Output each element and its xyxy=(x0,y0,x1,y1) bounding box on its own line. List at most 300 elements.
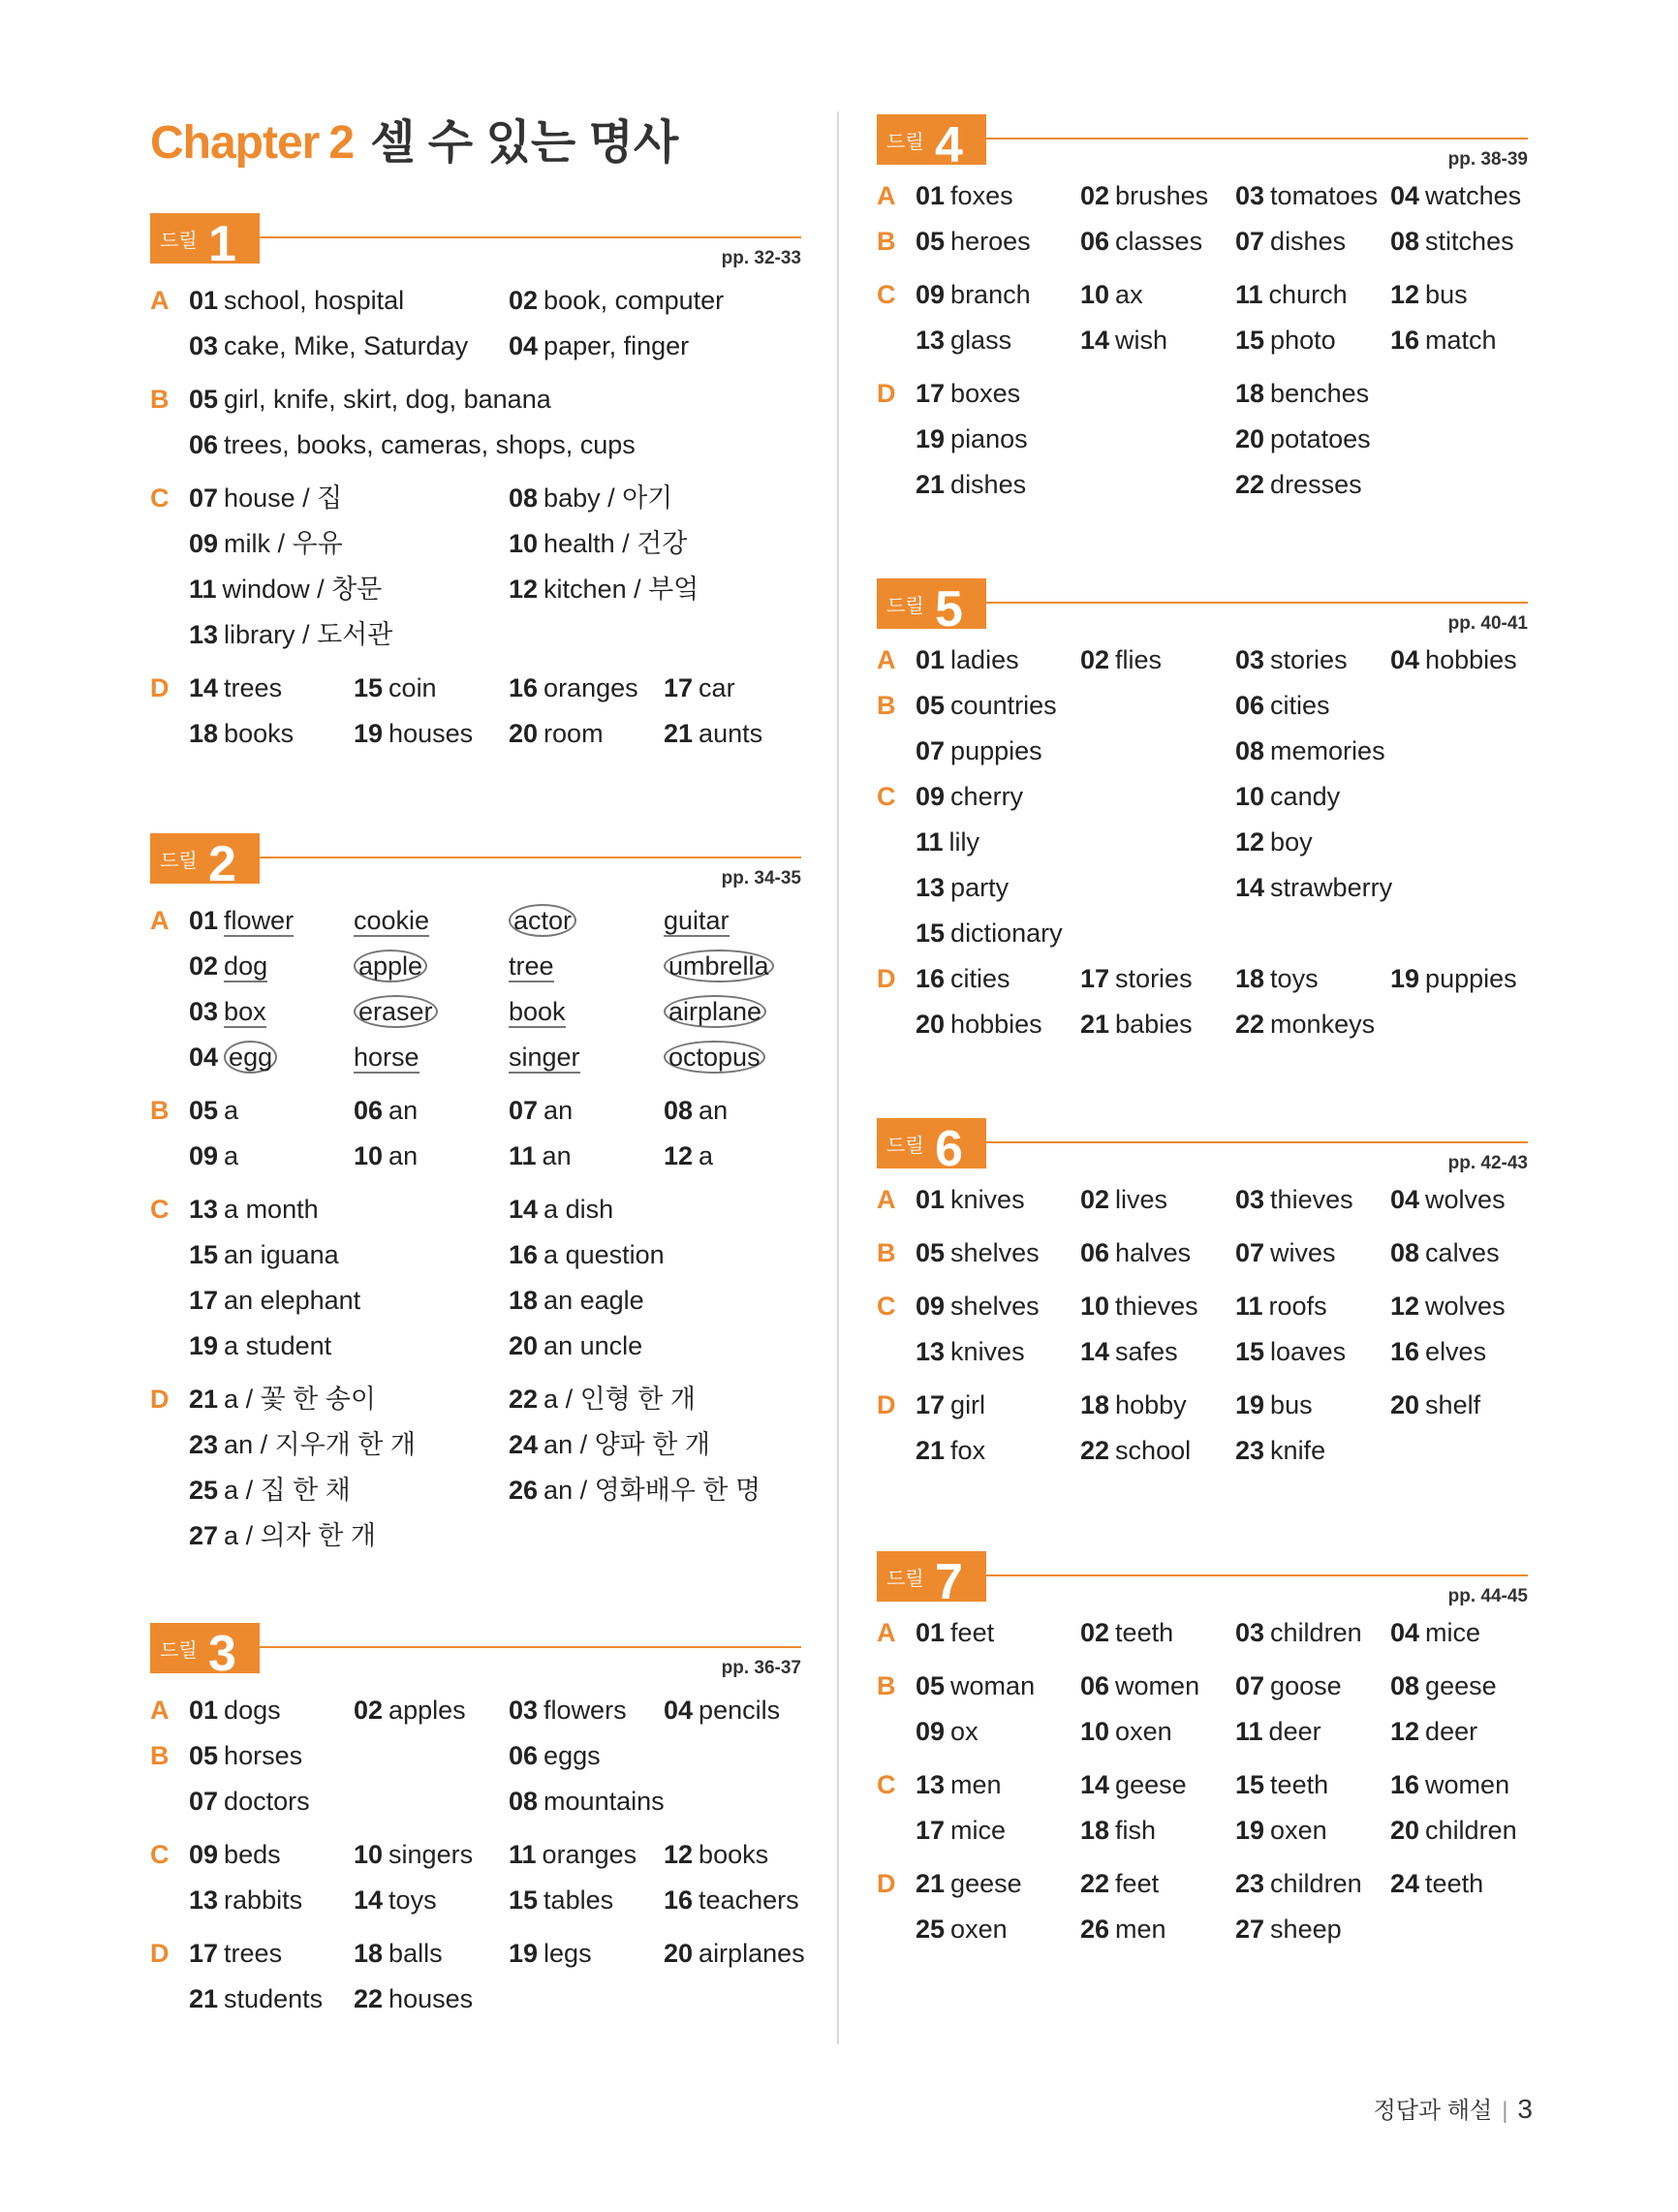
answer-item xyxy=(1390,1285,1506,1327)
item-number: 11 xyxy=(916,827,944,857)
answer-text: an xyxy=(388,1141,419,1170)
item-number: 18 xyxy=(1080,1816,1110,1845)
answer-row xyxy=(150,1780,801,1823)
answer-item xyxy=(664,990,766,1033)
answer-item xyxy=(189,1324,331,1367)
section-letter: D xyxy=(150,1939,170,1968)
section-letter: D xyxy=(150,673,170,702)
answer-item xyxy=(664,1089,728,1132)
answer-row xyxy=(150,1833,801,1876)
item-number: 03 xyxy=(1235,181,1265,210)
answer-item xyxy=(509,899,576,942)
item-number: 03 xyxy=(1235,1618,1265,1647)
answer-text: potatoes xyxy=(1270,424,1371,453)
answer-row xyxy=(150,990,801,1033)
item-number: 01 xyxy=(189,286,219,315)
answer-row xyxy=(877,821,1528,863)
answer-text: stories xyxy=(1115,964,1193,993)
answer-row xyxy=(877,866,1528,909)
answer-item xyxy=(509,1423,710,1466)
answer-item xyxy=(509,1279,644,1322)
drill-badge xyxy=(150,1623,260,1682)
answer-row xyxy=(150,1089,801,1132)
item-number: 01 xyxy=(916,181,946,210)
item-number: 06 xyxy=(189,430,219,459)
answer-text: loaves xyxy=(1270,1337,1347,1366)
drill-badge xyxy=(877,578,986,638)
item-number: 11 xyxy=(189,575,217,604)
answer-text: flies xyxy=(1115,645,1163,674)
answer-item xyxy=(1080,1809,1156,1852)
column-divider xyxy=(837,111,839,2044)
answer-item xyxy=(509,1879,613,1921)
item-number: 23 xyxy=(189,1430,219,1459)
answer-row xyxy=(150,1279,801,1322)
answer-item xyxy=(189,1036,277,1078)
item-number: 12 xyxy=(1390,1717,1420,1746)
answer-text: school, hospital xyxy=(224,286,405,315)
answer-item xyxy=(1235,1178,1353,1221)
answer-item xyxy=(916,730,1042,772)
circled-word: egg xyxy=(224,1041,277,1074)
answer-item xyxy=(664,712,762,755)
answer-item xyxy=(509,1324,642,1367)
section-letter: A xyxy=(877,1618,896,1647)
answer-item xyxy=(1235,1003,1375,1045)
answer-item xyxy=(354,1089,418,1132)
answer-item xyxy=(1235,1611,1362,1654)
underlined-word: guitar xyxy=(664,906,730,935)
answer-text: monkeys xyxy=(1270,1010,1376,1039)
item-number: 10 xyxy=(354,1840,384,1869)
answer-text: thieves xyxy=(1270,1185,1353,1214)
answer-item xyxy=(1080,1763,1187,1806)
answer-text: dictionary xyxy=(950,919,1063,948)
answer-text: balls xyxy=(388,1939,443,1968)
answer-item xyxy=(509,1469,761,1511)
item-number: 08 xyxy=(509,1787,539,1816)
drill-page-range: pp. 38-39 xyxy=(1447,149,1528,170)
item-number: 15 xyxy=(916,919,946,948)
item-number: 13 xyxy=(189,1195,219,1224)
answer-row xyxy=(150,378,801,421)
answer-text: an uncle xyxy=(544,1331,643,1360)
answer-row xyxy=(150,477,801,519)
answer-item xyxy=(1390,174,1521,217)
item-number: 15 xyxy=(189,1240,219,1269)
underlined-word: singer xyxy=(509,1043,580,1072)
section-letter: C xyxy=(150,1840,170,1869)
answer-text: a / 꽃 한 송이 xyxy=(224,1385,376,1414)
drill-number: 6 xyxy=(935,1121,963,1177)
answer-text: books xyxy=(224,719,295,748)
answer-text: an elephant xyxy=(224,1286,361,1315)
drill-page-range: pp. 44-45 xyxy=(1447,1586,1528,1606)
answer-text: trees xyxy=(224,673,283,702)
section-letter: A xyxy=(877,1185,896,1214)
item-number: 04 xyxy=(1390,645,1420,674)
circled-word: apple xyxy=(354,950,427,982)
answer-row xyxy=(877,1763,1528,1806)
answer-text: sheep xyxy=(1270,1915,1342,1944)
answer-row xyxy=(877,957,1528,1000)
item-number: 14 xyxy=(1235,873,1265,902)
answer-item xyxy=(509,1833,637,1876)
answer-text: deer xyxy=(1268,1717,1321,1746)
answer-item xyxy=(916,174,1013,217)
drill-page-range: pp. 40-41 xyxy=(1447,613,1528,634)
item-number: 03 xyxy=(1235,645,1265,674)
answer-text: knife xyxy=(1270,1436,1326,1465)
answer-text: men xyxy=(950,1770,1002,1799)
item-number: 12 xyxy=(1390,1292,1420,1321)
answer-text: hobbies xyxy=(950,1010,1042,1039)
answer-text: apples xyxy=(388,1696,466,1725)
answer-text: feet xyxy=(1115,1869,1160,1898)
answer-item xyxy=(354,1932,443,1975)
answer-text: an / 양파 한 개 xyxy=(544,1430,710,1459)
answer-text: fox xyxy=(950,1436,986,1465)
answer-item xyxy=(916,1330,1025,1373)
answer-item xyxy=(664,667,735,709)
answer-item xyxy=(1235,775,1340,818)
answer-text: geese xyxy=(1115,1770,1187,1799)
item-number: 14 xyxy=(189,673,219,702)
answer-text: an xyxy=(388,1096,419,1125)
answer-item xyxy=(1390,1384,1480,1426)
section-letter: A xyxy=(150,906,170,935)
answer-row xyxy=(150,423,801,466)
answer-text: a / 인형 한 개 xyxy=(544,1385,696,1414)
circled-word: octopus xyxy=(664,1041,765,1074)
answer-text: shelves xyxy=(950,1238,1040,1267)
answer-row xyxy=(877,1429,1528,1472)
answer-item xyxy=(916,418,1028,460)
item-number: 22 xyxy=(354,1984,384,2013)
answer-item xyxy=(916,463,1026,506)
item-number: 24 xyxy=(509,1430,539,1459)
item-number: 06 xyxy=(1080,227,1110,256)
item-number: 22 xyxy=(1080,1869,1110,1898)
answer-item xyxy=(1235,1231,1336,1274)
section-letter: D xyxy=(150,1385,170,1414)
answer-item xyxy=(1080,174,1208,217)
item-number: 14 xyxy=(1080,1770,1110,1799)
answer-item xyxy=(509,1378,696,1420)
drill-number: 3 xyxy=(208,1626,236,1682)
answer-text: women xyxy=(1425,1770,1510,1799)
answer-text: dogs xyxy=(224,1696,281,1725)
item-number: 21 xyxy=(916,1436,946,1465)
answer-item xyxy=(189,712,294,755)
item-number: 08 xyxy=(1390,227,1420,256)
drill-rule xyxy=(986,602,1528,604)
answer-row xyxy=(150,1135,801,1177)
answer-text: teeth xyxy=(1270,1770,1329,1799)
answer-item xyxy=(189,1879,302,1921)
answer-item xyxy=(1080,1665,1199,1707)
answer-item xyxy=(916,1384,985,1426)
section-letter: C xyxy=(877,280,896,309)
answer-text: elves xyxy=(1425,1337,1487,1366)
answer-text: milk / 우유 xyxy=(224,529,343,558)
item-number: 10 xyxy=(1080,280,1110,309)
item-number: 10 xyxy=(509,529,539,558)
answer-item xyxy=(189,945,267,987)
answer-text: tables xyxy=(544,1885,614,1915)
item-number: 21 xyxy=(916,1869,946,1898)
item-number: 12 xyxy=(1235,827,1265,857)
answer-item xyxy=(1080,1710,1172,1753)
drill-page-range: pp. 34-35 xyxy=(721,868,801,888)
item-number: 16 xyxy=(916,964,946,993)
section-letter: B xyxy=(877,691,896,720)
circled-word: actor xyxy=(509,904,576,937)
answer-item xyxy=(1235,1809,1327,1852)
answer-text: church xyxy=(1268,280,1348,309)
answer-text: an / 영화배우 한 명 xyxy=(544,1476,761,1505)
drill-page-range: pp. 42-43 xyxy=(1447,1153,1528,1173)
item-number: 17 xyxy=(916,379,946,408)
answer-text: bus xyxy=(1425,280,1468,309)
answer-item xyxy=(1080,1611,1173,1654)
drill-badge xyxy=(150,833,260,892)
item-number: 05 xyxy=(189,1096,219,1125)
answer-item xyxy=(354,1833,473,1876)
section-letter: A xyxy=(150,286,170,315)
answer-text: tomatoes xyxy=(1270,181,1379,210)
answer-text: women xyxy=(1115,1671,1200,1700)
item-number: 25 xyxy=(189,1476,219,1505)
answer-item xyxy=(189,1188,319,1231)
answer-item xyxy=(1235,639,1348,681)
answer-text: oxen xyxy=(1270,1816,1327,1845)
answer-item xyxy=(916,957,1010,1000)
item-number: 04 xyxy=(1390,1618,1420,1647)
answer-text: wolves xyxy=(1425,1185,1506,1214)
answer-row xyxy=(150,1188,801,1231)
answer-row xyxy=(877,1710,1528,1753)
answer-text: horses xyxy=(224,1741,303,1770)
answer-item xyxy=(916,912,1063,954)
item-number: 21 xyxy=(664,719,694,748)
answer-text: calves xyxy=(1425,1238,1500,1267)
drill-rule xyxy=(986,1574,1528,1576)
answer-text: flowers xyxy=(544,1696,627,1725)
answer-text: aunts xyxy=(699,719,763,748)
item-number: 10 xyxy=(1235,782,1265,811)
answer-text: rabbits xyxy=(224,1885,303,1915)
answer-text: children xyxy=(1270,1869,1362,1898)
underlined-word: horse xyxy=(354,1043,420,1072)
answer-item xyxy=(1080,1429,1191,1472)
item-number: 07 xyxy=(189,483,219,513)
section-letter: A xyxy=(150,1696,170,1725)
item-number: 07 xyxy=(1235,1671,1265,1700)
item-number: 02 xyxy=(1080,1618,1110,1647)
item-number: 20 xyxy=(664,1939,694,1968)
answer-text: house / 집 xyxy=(224,483,343,513)
answer-item xyxy=(1235,684,1330,727)
answer-text: an xyxy=(699,1096,729,1125)
answer-text: oxen xyxy=(1115,1717,1172,1746)
answer-text: lives xyxy=(1115,1185,1168,1214)
item-number: 08 xyxy=(1390,1238,1420,1267)
section-letter: D xyxy=(877,379,896,408)
answer-item xyxy=(509,477,672,519)
answer-text: room xyxy=(544,719,604,748)
answer-item xyxy=(354,1879,437,1921)
item-number: 01 xyxy=(189,906,219,935)
answer-item xyxy=(916,319,1011,361)
answer-text: toys xyxy=(1270,964,1319,993)
circled-word: eraser xyxy=(354,995,438,1028)
answer-text: oranges xyxy=(542,1840,637,1869)
section-letter: B xyxy=(150,1741,170,1770)
answer-text: trees, books, cameras, shops, cups xyxy=(224,430,636,459)
item-number: 13 xyxy=(189,1885,219,1915)
answer-item xyxy=(1390,220,1514,263)
circled-word: umbrella xyxy=(664,950,774,982)
answer-item xyxy=(509,522,687,565)
answer-item xyxy=(1390,319,1497,361)
answer-item xyxy=(1235,1908,1342,1950)
item-number: 12 xyxy=(1390,280,1420,309)
answer-item xyxy=(664,1833,768,1876)
answer-item xyxy=(189,1135,238,1177)
answer-item xyxy=(189,568,382,610)
answer-text: classes xyxy=(1115,227,1203,256)
underlined-word: dog xyxy=(224,951,268,981)
answer-item xyxy=(664,945,774,987)
circled-word: airplane xyxy=(664,995,766,1028)
item-number: 05 xyxy=(916,1671,946,1700)
answer-item xyxy=(1080,1908,1166,1950)
item-number: 12 xyxy=(664,1141,694,1170)
section-letter: C xyxy=(877,782,896,811)
answer-text: cities xyxy=(1270,691,1330,720)
item-number: 02 xyxy=(354,1696,384,1725)
drill-number: 4 xyxy=(935,117,963,173)
answer-text: countries xyxy=(950,691,1057,720)
answer-item xyxy=(1080,273,1143,316)
item-number: 18 xyxy=(509,1286,539,1315)
item-number: 03 xyxy=(189,997,219,1026)
item-number: 09 xyxy=(189,1141,219,1170)
answer-item xyxy=(354,990,438,1033)
answer-item xyxy=(916,775,1023,818)
drill-number: 1 xyxy=(208,216,236,272)
answer-item xyxy=(509,667,638,709)
section-letter: A xyxy=(877,181,896,210)
answer-text: puppies xyxy=(1425,964,1517,993)
answer-item xyxy=(1235,730,1385,772)
section-letter: B xyxy=(877,227,896,256)
drill-label: 드릴 xyxy=(886,596,924,617)
drill-page-range: pp. 36-37 xyxy=(721,1658,801,1678)
item-number: 09 xyxy=(916,280,946,309)
answer-row xyxy=(877,174,1528,217)
answer-text: an xyxy=(544,1096,574,1125)
answer-row xyxy=(150,279,801,322)
answer-item xyxy=(354,1036,420,1078)
answer-text: dresses xyxy=(1270,470,1362,499)
item-number: 27 xyxy=(189,1521,219,1550)
answer-item xyxy=(1390,1611,1480,1654)
answer-text: wives xyxy=(1270,1238,1336,1267)
underlined-word: tree xyxy=(509,951,554,981)
answer-text: library / 도서관 xyxy=(224,620,393,649)
item-number: 09 xyxy=(916,1717,946,1746)
answer-item xyxy=(1235,1429,1325,1472)
answer-text: halves xyxy=(1115,1238,1192,1267)
item-number: 22 xyxy=(1235,1010,1265,1039)
answer-item xyxy=(509,1036,580,1078)
underlined-word: box xyxy=(224,997,266,1026)
answer-item xyxy=(189,667,282,709)
answer-item xyxy=(189,613,392,656)
answer-item xyxy=(354,1978,473,2020)
answer-text: glass xyxy=(950,326,1012,355)
answer-item xyxy=(509,1233,665,1276)
answer-item xyxy=(1235,1710,1321,1753)
answer-item xyxy=(916,1862,1022,1905)
answer-row xyxy=(877,220,1528,263)
answer-item xyxy=(916,1908,1008,1950)
item-number: 13 xyxy=(189,620,219,649)
answer-item xyxy=(189,1780,310,1823)
item-number: 18 xyxy=(1080,1390,1110,1419)
answer-text: candy xyxy=(1270,782,1341,811)
answer-item xyxy=(509,568,699,610)
answer-row xyxy=(877,463,1528,506)
item-number: 16 xyxy=(1390,1770,1420,1799)
answer-item xyxy=(189,1932,282,1975)
answer-text: pianos xyxy=(950,424,1028,453)
item-number: 11 xyxy=(1235,280,1263,309)
answer-text: shelves xyxy=(950,1292,1040,1321)
answer-text: an eagle xyxy=(544,1286,644,1315)
item-number: 15 xyxy=(1235,1770,1265,1799)
item-number: 06 xyxy=(354,1096,384,1125)
answer-text: ladies xyxy=(950,645,1019,674)
section-letter: D xyxy=(877,1869,896,1898)
item-number: 10 xyxy=(354,1141,384,1170)
item-number: 03 xyxy=(189,331,219,360)
answer-item xyxy=(189,1089,238,1132)
item-number: 02 xyxy=(1080,181,1110,210)
item-number: 17 xyxy=(664,673,694,702)
answer-text: lily xyxy=(948,827,980,857)
answer-text: oxen xyxy=(950,1915,1008,1944)
answer-text: feet xyxy=(950,1618,995,1647)
answer-text: mice xyxy=(1425,1618,1481,1647)
answer-text: doctors xyxy=(224,1787,310,1816)
answer-item xyxy=(509,990,566,1033)
answer-item xyxy=(1235,1384,1313,1426)
answer-text: mice xyxy=(950,1816,1007,1845)
section-letter: C xyxy=(150,1195,170,1224)
answer-text: baby / 아기 xyxy=(544,483,673,513)
answer-item xyxy=(509,945,554,987)
answer-item xyxy=(1235,1285,1327,1327)
answer-item xyxy=(1390,1763,1509,1806)
item-number: 05 xyxy=(189,385,219,414)
item-number: 15 xyxy=(1235,1337,1265,1366)
answer-item xyxy=(354,712,473,755)
answer-item xyxy=(664,1932,805,1975)
answer-item xyxy=(664,1135,713,1177)
